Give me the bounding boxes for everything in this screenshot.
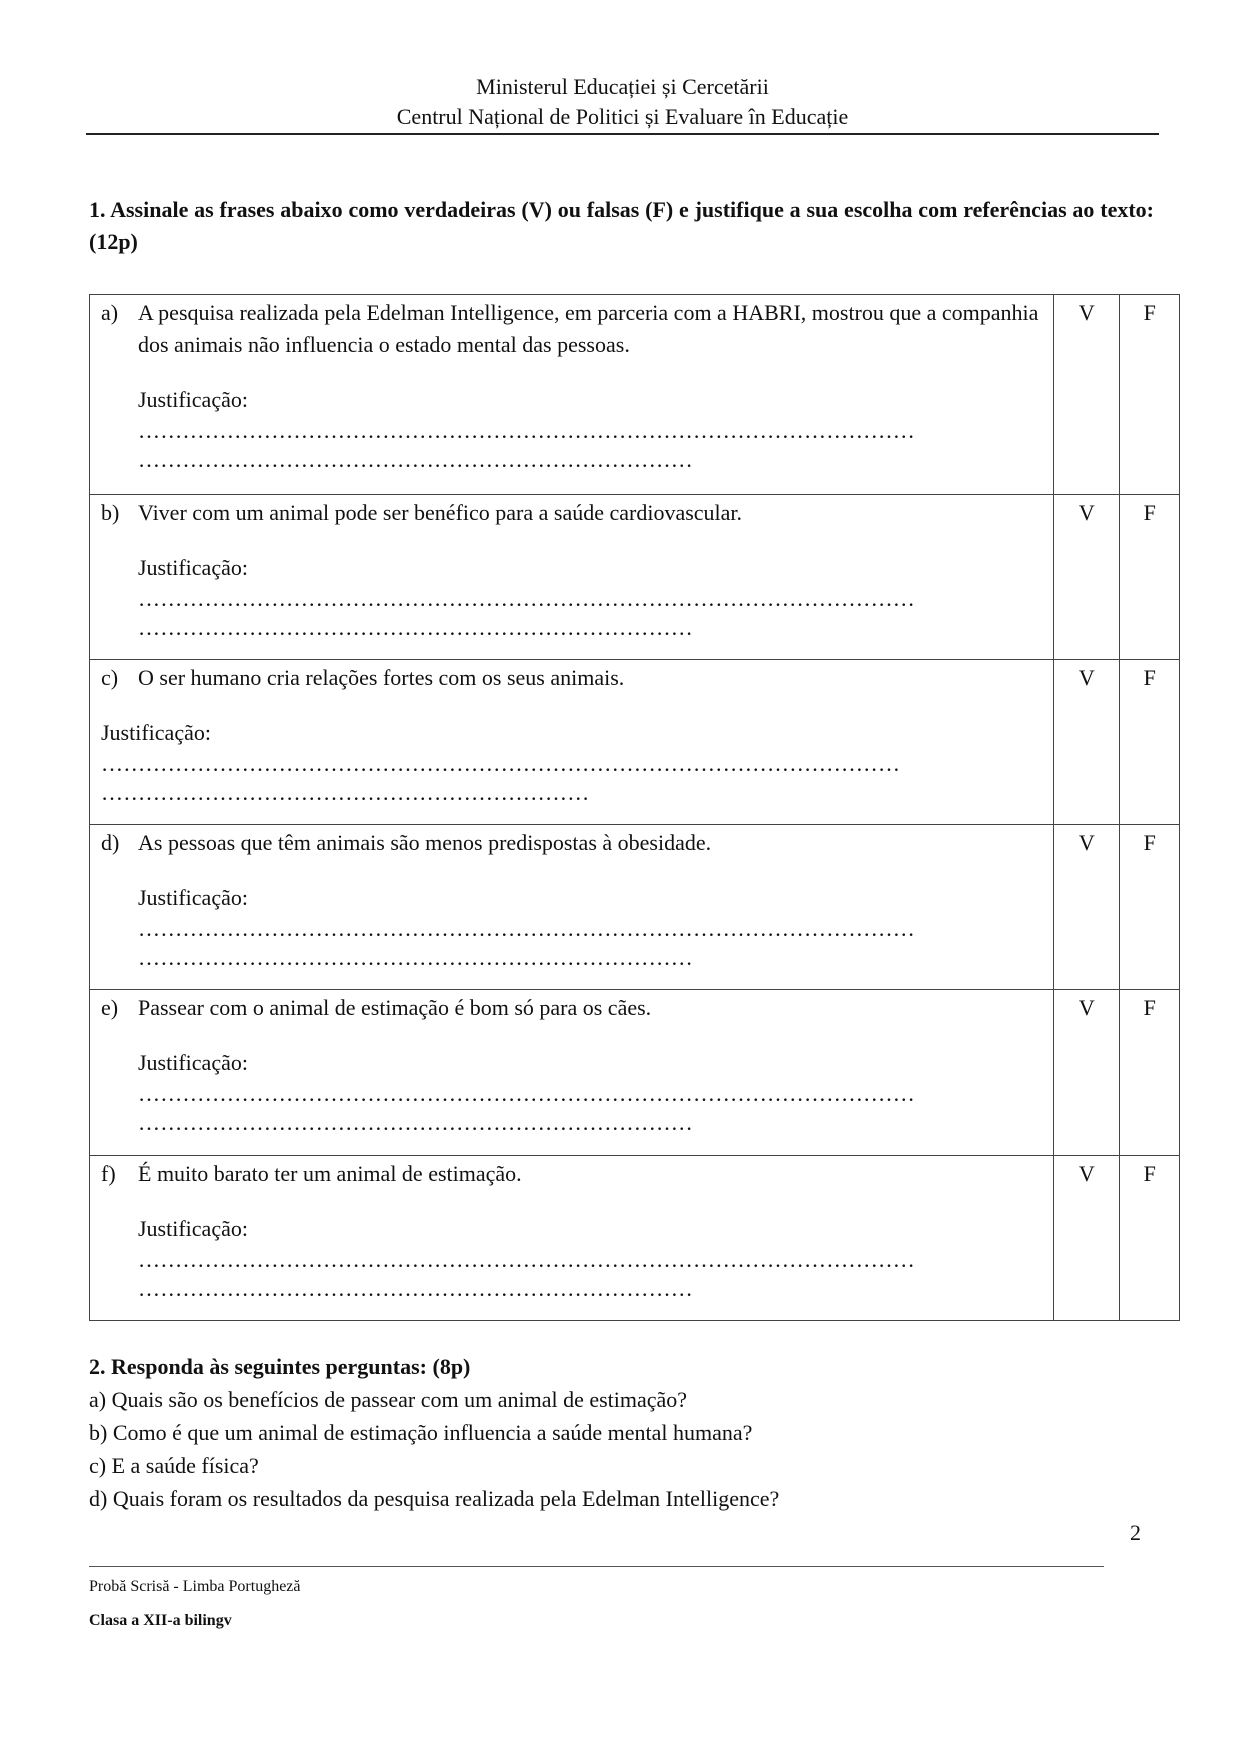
- ministry-name: Ministerul Educației și Cercetării: [476, 74, 769, 99]
- true-false-table: [89, 294, 1180, 1321]
- item-letter: c): [101, 665, 119, 690]
- question-item: d) Quais foram os resultados da pesquisa realizada pela Edelman Intelligence?: [89, 1486, 780, 1511]
- item-letter: f): [101, 1161, 116, 1186]
- justification-label: Justificação:: [138, 1050, 248, 1075]
- table-row: [90, 1156, 1180, 1321]
- statement-cell: [90, 825, 1054, 990]
- question-2-title: 2. Responda às seguintes perguntas: (8p): [89, 1354, 471, 1379]
- justification-label: Justificação:: [138, 387, 248, 412]
- justification-label: Justificação:: [138, 885, 248, 910]
- statement-text: As pessoas que têm animais são menos predispostas à obesidade.: [138, 830, 712, 855]
- header-divider: [86, 133, 1159, 135]
- answer-line[interactable]: ……………………………………………………………………………………………: [138, 586, 915, 611]
- answer-line[interactable]: ……………………………………………………………………………………………: [138, 916, 915, 941]
- statement-cell: [90, 295, 1054, 495]
- justification-label: Justificação:: [101, 720, 211, 745]
- justification-label: Justificação:: [138, 1216, 248, 1241]
- answer-line[interactable]: …………………………………………………………………: [138, 945, 693, 970]
- question-2-section: [89, 1350, 1154, 1515]
- answer-line[interactable]: ………………………………………………………………………………………………: [101, 751, 901, 776]
- statement-text: A pesquisa realizada pela Edelman Intelligence, em parceria com a HABRI, mostrou que a companhia dos animais não influencia o estado mental das pessoas.: [138, 300, 1039, 357]
- false-option[interactable]: F: [1120, 660, 1180, 825]
- true-option[interactable]: V: [1054, 1156, 1120, 1321]
- statement-text: É muito barato ter um animal de estimação.: [138, 1161, 522, 1186]
- document-header: [86, 72, 1159, 132]
- table-row: [90, 660, 1180, 825]
- question-item: b) Como é que um animal de estimação influencia a saúde mental humana?: [89, 1420, 753, 1445]
- answer-line[interactable]: ……………………………………………………………………………………………: [138, 1247, 915, 1272]
- true-option[interactable]: V: [1054, 295, 1120, 495]
- false-option[interactable]: F: [1120, 990, 1180, 1156]
- false-option[interactable]: F: [1120, 1156, 1180, 1321]
- answer-line[interactable]: …………………………………………………………………: [138, 1110, 693, 1135]
- false-option[interactable]: F: [1120, 495, 1180, 660]
- answer-line[interactable]: …………………………………………………………………: [138, 1276, 693, 1301]
- question-item: c) E a saúde física?: [89, 1453, 259, 1478]
- footer-divider: [89, 1566, 1104, 1567]
- true-option[interactable]: V: [1054, 990, 1120, 1156]
- table-row: [90, 990, 1180, 1156]
- statement-text: Viver com um animal pode ser benéfico para a saúde cardiovascular.: [138, 500, 743, 525]
- true-option[interactable]: V: [1054, 495, 1120, 660]
- answer-line[interactable]: …………………………………………………………………: [138, 615, 693, 640]
- true-option[interactable]: V: [1054, 660, 1120, 825]
- answer-line[interactable]: ……………………………………………………………………………………………: [138, 1081, 915, 1106]
- question-1-title: 1. Assinale as frases abaixo como verdadeiras (V) ou falsas (F) e justifique a sua escolha com referências ao texto: (12p): [89, 197, 1154, 254]
- item-letter: e): [101, 995, 119, 1020]
- statement-cell: [90, 660, 1054, 825]
- table-row: [90, 295, 1180, 495]
- table-row: [90, 495, 1180, 660]
- table-row: [90, 825, 1180, 990]
- false-option[interactable]: F: [1120, 825, 1180, 990]
- question-item: a) Quais são os benefícios de passear com um animal de estimação?: [89, 1387, 688, 1412]
- statement-cell: [90, 495, 1054, 660]
- item-letter: a): [101, 300, 119, 325]
- justification-label: Justificação:: [138, 555, 248, 580]
- item-letter: d): [101, 830, 120, 855]
- answer-line[interactable]: ……………………………………………………………………………………………: [138, 418, 915, 443]
- statement-cell: [90, 990, 1054, 1156]
- item-letter: b): [101, 500, 120, 525]
- footer-exam-title: Probă Scrisă - Limba Portugheză: [89, 1578, 301, 1595]
- footer-class: Clasa a XII-a bilingv: [89, 1612, 232, 1629]
- statement-cell: [90, 1156, 1054, 1321]
- center-name: Centrul Național de Politici și Evaluare în Educație: [396, 104, 849, 129]
- page-number: 2: [1130, 1520, 1141, 1545]
- false-option[interactable]: F: [1120, 295, 1180, 495]
- answer-line[interactable]: …………………………………………………………………: [138, 447, 693, 472]
- true-option[interactable]: V: [1054, 825, 1120, 990]
- statement-text: Passear com o animal de estimação é bom só para os cães.: [138, 995, 652, 1020]
- statement-text: O ser humano cria relações fortes com os seus animais.: [138, 665, 625, 690]
- answer-line[interactable]: …………………………………………………………: [101, 780, 590, 805]
